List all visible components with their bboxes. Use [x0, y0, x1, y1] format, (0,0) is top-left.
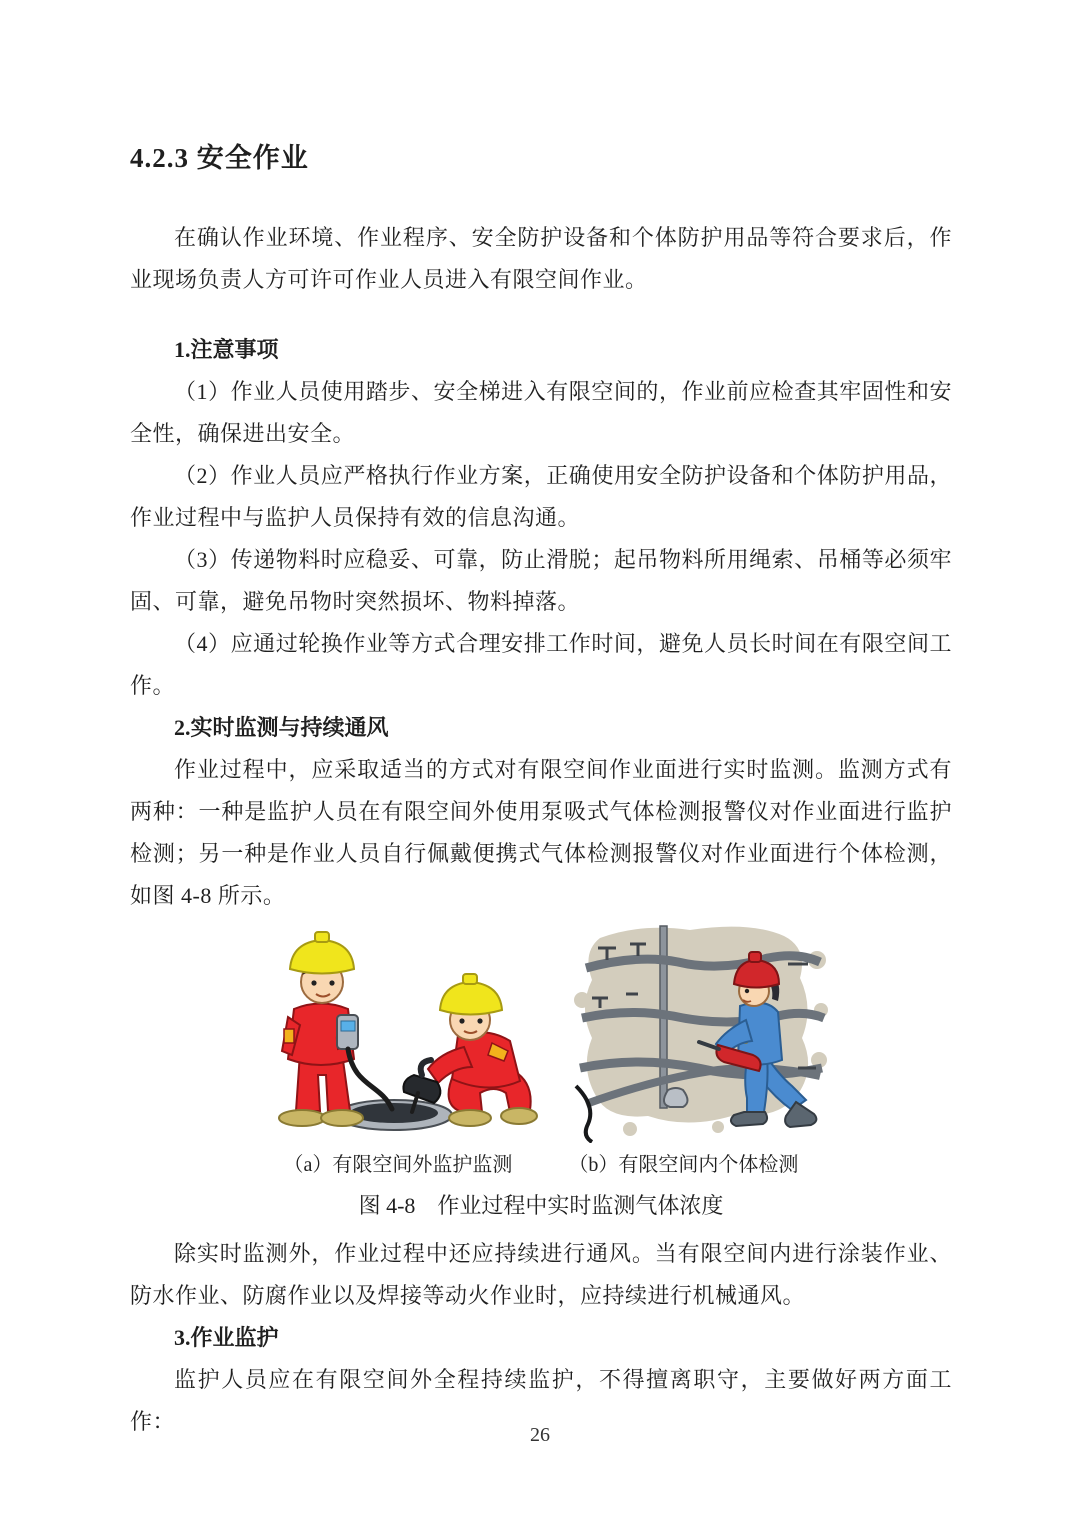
section-heading: 4.2.3 安全作业 — [130, 143, 309, 173]
monitoring-paragraph: 作业过程中，应采取适当的方式对有限空间作业面进行实时监测。监测方式有两种：一种是监护人员在有限空间外使用泵吸式气体检测报警仪对作业面进行监护检测；另一种是作业人员自行佩戴便携式气体检测报警仪对作业面进行个体检测，如图 4-8 所示。 — [130, 757, 952, 908]
page-number: 26 — [530, 1424, 550, 1446]
note-item-4: （4）应通过轮换作业等方式合理安排工作时间，避免人员长时间在有限空间工作。 — [130, 631, 952, 698]
document-content — [130, 0, 952, 1443]
guardian-paragraph: 监护人员应在有限空间外全程持续监护，不得擅离职守，主要做好两方面工作： — [130, 1367, 952, 1434]
standing-worker-graphic — [279, 932, 392, 1126]
ventilation-paragraph: 除实时监测外，作业过程中还应持续进行通风。当有限空间内进行涂装作业、防水作业、防腐作业以及焊接等动火作业时，应持续进行机械通风。 — [130, 1241, 952, 1308]
figure-b-caption: （b）有限空间内个体检测 — [568, 1154, 799, 1176]
intro-paragraph: 在确认作业环境、作业程序、安全防护设备和个体防护用品等符合要求后，作业现场负责人方可许可作业人员进入有限空间作业。 — [130, 225, 952, 292]
subsection-1-title: 1.注意事项 — [174, 337, 279, 362]
note-item-1: （1）作业人员使用踏步、安全梯进入有限空间的，作业前应检查其牢固性和安全性，确保进出安全。 — [130, 379, 952, 446]
figure-subcaptions — [130, 1152, 952, 1178]
note-item-3: （3）传递物料时应稳妥、可靠，防止滑脱；起吊物料所用绳索、吊桶等必须牢固、可靠，避免吊物时突然损坏、物料掉落。 — [130, 547, 952, 614]
figure-a-caption: （a）有限空间外监护监测 — [283, 1154, 513, 1176]
figure-b-illustration — [568, 918, 840, 1143]
note-item-2: （2）作业人员应严格执行作业方案，正确使用安全防护设备和个体防护用品，作业过程中与监护人员保持有效的信息沟通。 — [130, 463, 952, 530]
figure-4-8 — [130, 923, 952, 1143]
subsection-2-title: 2.实时监测与持续通风 — [174, 715, 389, 740]
figure-a-illustration — [242, 925, 542, 1143]
figure-caption: 图 4-8 作业过程中实时监测气体浓度 — [358, 1193, 724, 1218]
subsection-3-title: 3.作业监护 — [174, 1325, 279, 1350]
